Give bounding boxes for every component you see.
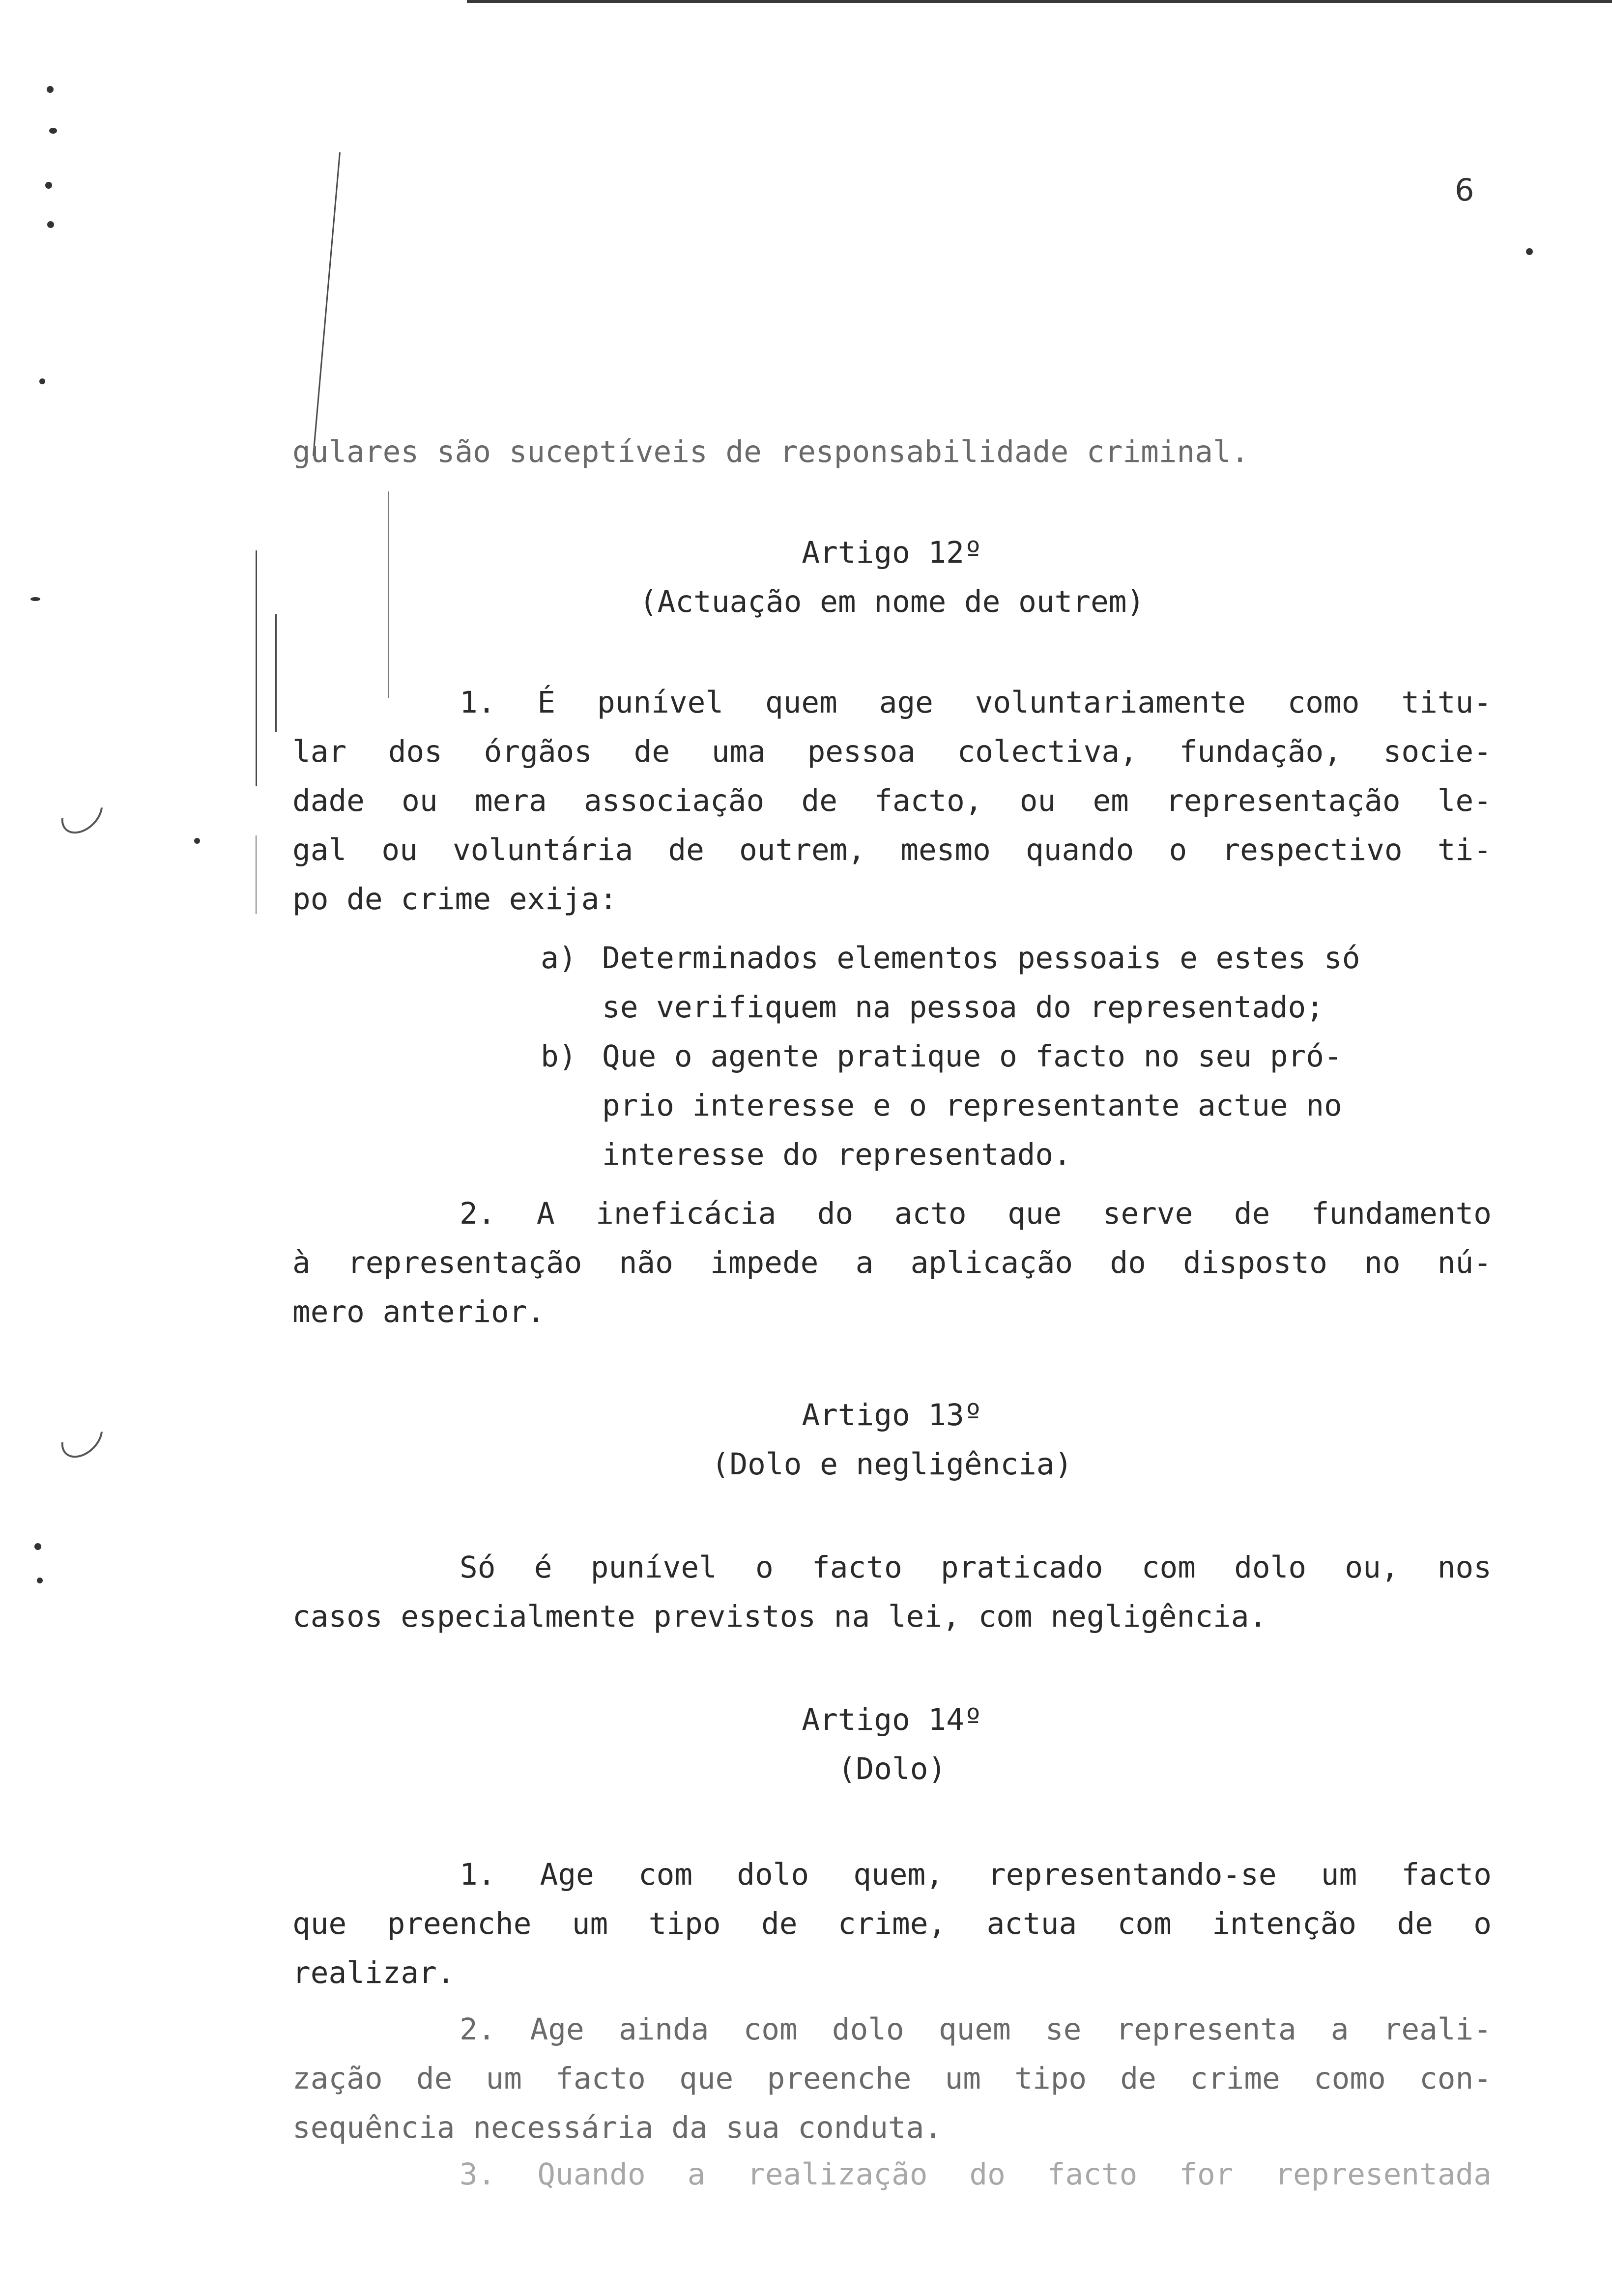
item-line: se verifiquem na pessoa do representado; xyxy=(602,990,1324,1025)
list-item-a xyxy=(292,934,1492,983)
item-line: Que o agente pratique o facto no seu pró- xyxy=(602,1039,1342,1074)
paragraph-line: que preenche um tipo de crime, actua com intenção de o xyxy=(292,1906,1492,1941)
margin-stroke xyxy=(256,835,257,914)
margin-stroke xyxy=(313,152,341,456)
item-line: prio interesse e o representante actue no xyxy=(602,1088,1342,1123)
paragraph-line: 2. A ineficácia do acto que serve de fundamento xyxy=(460,1196,1492,1231)
scan-speck xyxy=(47,86,54,93)
paragraph-line: lar dos órgãos de uma pessoa colectiva, fundação, socie- xyxy=(292,734,1492,769)
scan-speck xyxy=(49,128,57,134)
margin-stroke xyxy=(275,614,277,732)
paragraph-line: 3. Quando a realização do facto for representada xyxy=(460,2157,1492,2192)
scan-speck xyxy=(37,1578,43,1583)
item-label: a) xyxy=(541,941,577,976)
intro-paragraph xyxy=(292,428,1492,477)
paragraph-line: po de crime exija: xyxy=(292,882,618,917)
article-14-paragraph-1 xyxy=(292,1850,1492,1998)
punch-hole-mark xyxy=(53,1408,111,1465)
article-12-paragraph-1 xyxy=(292,678,1492,924)
paragraph-line: 2. Age ainda com dolo quem se representa a reali- xyxy=(460,2012,1492,2047)
punch-hole-mark xyxy=(53,784,111,841)
article-subtitle: (Dolo) xyxy=(837,1751,947,1786)
paragraph-line: gal ou voluntária de outrem, mesmo quando o respectivo ti- xyxy=(292,832,1492,867)
paragraph-line: sequência necessária da sua conduta. xyxy=(292,2110,943,2145)
intro-line: gulares são suceptíveis de responsabilidade criminal. xyxy=(292,434,1249,469)
article-subtitle: (Dolo e negligência) xyxy=(711,1447,1073,1482)
paragraph-line: casos especialmente previstos na lei, com negligência. xyxy=(292,1599,1267,1634)
paragraph-line: zação de um facto que preenche um tipo de crime como con- xyxy=(292,2061,1492,2096)
paragraph-line: 1. É punível quem age voluntariamente como titu- xyxy=(460,685,1492,720)
article-14-paragraph-2 xyxy=(292,2005,1492,2152)
scan-speck xyxy=(45,182,52,189)
scan-speck xyxy=(1526,248,1533,255)
item-line: interesse do representado. xyxy=(602,1137,1071,1172)
article-13-paragraph xyxy=(292,1543,1492,1641)
list-item-b xyxy=(292,1032,1492,1081)
article-12 xyxy=(292,528,1492,627)
scan-speck xyxy=(34,1543,41,1550)
article-subtitle: (Actuação em nome de outrem) xyxy=(639,584,1145,619)
article-heading: Artigo 12º xyxy=(802,535,982,570)
scan-speck xyxy=(30,597,40,601)
article-14 xyxy=(292,1695,1492,1794)
article-heading: Artigo 14º xyxy=(802,1702,982,1737)
margin-stroke xyxy=(256,550,257,786)
article-12-paragraph-2 xyxy=(292,1189,1492,1337)
page-number: 6 xyxy=(1455,172,1474,208)
paragraph-line: 1. Age com dolo quem, representando-se um facto xyxy=(460,1857,1492,1892)
top-border-line xyxy=(467,0,1612,3)
article-13 xyxy=(292,1391,1492,1489)
scan-speck xyxy=(194,838,200,844)
article-heading: Artigo 13º xyxy=(802,1398,982,1433)
scan-speck xyxy=(39,378,45,384)
item-label: b) xyxy=(541,1039,577,1074)
item-line: Determinados elementos pessoais e estes só xyxy=(602,941,1360,976)
paragraph-line: dade ou mera associação de facto, ou em representação le- xyxy=(292,783,1492,818)
paragraph-line: mero anterior. xyxy=(292,1294,546,1329)
paragraph-line: realizar. xyxy=(292,1955,455,1990)
article-14-paragraph-3 xyxy=(292,2150,1492,2199)
paragraph-line: à representação não impede a aplicação do disposto no nú- xyxy=(292,1245,1492,1280)
article-12-items xyxy=(292,934,1492,1179)
paragraph-line: Só é punível o facto praticado com dolo ou, nos xyxy=(460,1550,1492,1585)
scan-speck xyxy=(47,221,54,228)
